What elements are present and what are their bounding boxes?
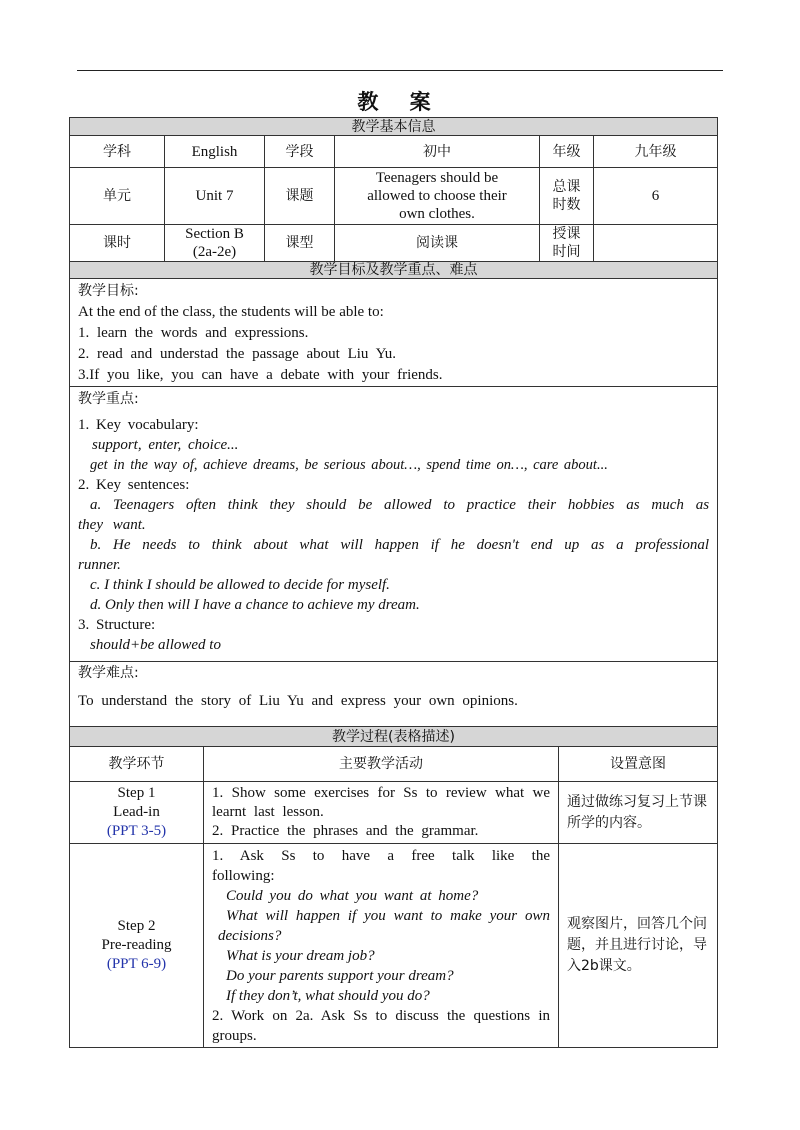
structure-text: should+be allowed to xyxy=(90,637,221,653)
step-2-cell xyxy=(70,844,204,1048)
step-1-number: Step 1 xyxy=(117,785,156,801)
objectives-line: At the end of the class, the students will be able to: xyxy=(78,304,384,320)
step-2-question: Do your parents support your dream? xyxy=(226,967,454,984)
objectives-line: 3.If you like, you can have a debate with your friends. xyxy=(78,367,443,383)
objectives-line: 1. learn the words and expressions. xyxy=(78,325,309,341)
step-2-question: What will happen if you want to make your own decisions? xyxy=(218,907,550,944)
step-2-activity-2: 2. Work on 2a. Ask Ss to discuss the questions in groups. xyxy=(212,1007,550,1044)
step-1-purpose: 通过做练习复习上节课所学的内容。 xyxy=(559,782,718,844)
step-1-ppt: (PPT 3-5) xyxy=(106,823,167,839)
teaching-time-value xyxy=(594,225,718,262)
step-2-name: Pre-reading xyxy=(101,937,172,953)
sentence-a: a. Teenagers often think they should be allowed to practice their hobbies as much as they want. xyxy=(78,497,710,533)
period-value: Section B (2a-2e) xyxy=(165,225,265,262)
difficult-label: 教学难点: xyxy=(78,665,139,681)
step-2-activities xyxy=(204,844,559,1048)
step-1-activities xyxy=(204,782,559,844)
difficult-text: To understand the story of Liu Yu and express your own opinions. xyxy=(78,693,518,709)
header-rule xyxy=(77,70,723,71)
sentence-c: c. I think I should be allowed to decide for myself. xyxy=(90,577,390,593)
step-1-name: Lead-in xyxy=(113,804,160,820)
lesson-info-table xyxy=(69,117,718,728)
unit-value: Unit 7 xyxy=(165,168,265,225)
document-title: 教 案 xyxy=(357,90,443,114)
vocab-words: support, enter, choice... xyxy=(92,437,239,453)
stage-value: 初中 xyxy=(335,136,540,168)
objectives-section xyxy=(70,279,718,387)
stage-label: 学段 xyxy=(265,136,335,168)
step-2-question: What is your dream job? xyxy=(226,947,375,964)
vocab-phrases: get in the way of, achieve dreams, be serious about…, spend time on…, care about... xyxy=(90,457,608,473)
step-1-cell xyxy=(70,782,204,844)
step-1-activity-1: 1. Show some exercises for Ss to review what we learnt last lesson. xyxy=(212,785,550,820)
structure-label: 3. Structure: xyxy=(78,617,156,633)
basic-info-header: 教学基本信息 xyxy=(70,118,718,136)
topic-value: Teenagers should be allowed to choose their own clothes. xyxy=(335,168,540,225)
step-2-number: Step 2 xyxy=(117,918,156,934)
step-2-activity-1: 1. Ask Ss to have a free talk like the following: xyxy=(212,847,550,884)
sentence-d: d. Only then will I have a chance to achieve my dream. xyxy=(90,597,420,613)
col-header-activities: 主要教学活动 xyxy=(204,747,559,782)
process-header: 教学过程(表格描述) xyxy=(70,727,718,747)
teaching-time-label: 授课时间 xyxy=(540,225,594,262)
step-2-question: Could you do what you want at home? xyxy=(226,887,479,904)
step-2-purpose: 观察图片，回答几个问题，并且进行讨论，导入2b课文。 xyxy=(559,844,718,1048)
col-header-purpose: 设置意图 xyxy=(559,747,718,782)
topic-label: 课题 xyxy=(265,168,335,225)
goals-header: 教学目标及教学重点、难点 xyxy=(70,262,718,279)
key-points-section xyxy=(70,387,718,662)
grade-label: 年级 xyxy=(540,136,594,168)
period-label: 课时 xyxy=(70,225,165,262)
key-points-label: 教学重点: xyxy=(78,391,139,407)
lesson-type-value: 阅读课 xyxy=(335,225,540,262)
total-hours-value: 6 xyxy=(594,168,718,225)
unit-label: 单元 xyxy=(70,168,165,225)
sentence-b: b. He needs to think about what will happen if he doesn't end up as a professional runner. xyxy=(78,537,710,573)
col-header-stage: 教学环节 xyxy=(70,747,204,782)
subject-label: 学科 xyxy=(70,136,165,168)
subject-value: English xyxy=(165,136,265,168)
sentences-label: 2. Key sentences: xyxy=(78,477,190,493)
process-table xyxy=(69,726,718,1048)
objectives-label: 教学目标: xyxy=(78,283,139,299)
objectives-line: 2. read and understad the passage about Liu Yu. xyxy=(78,346,397,362)
step-2-ppt: (PPT 6-9) xyxy=(106,956,167,972)
grade-value: 九年级 xyxy=(594,136,718,168)
total-hours-label: 总课时数 xyxy=(540,168,594,225)
step-2-question: If they don’t, what should you do? xyxy=(226,987,430,1004)
step-1-activity-2: 2. Practice the phrases and the grammar. xyxy=(212,823,479,839)
lesson-type-label: 课型 xyxy=(265,225,335,262)
difficult-section xyxy=(70,662,718,728)
vocab-label: 1. Key vocabulary: xyxy=(78,417,199,433)
